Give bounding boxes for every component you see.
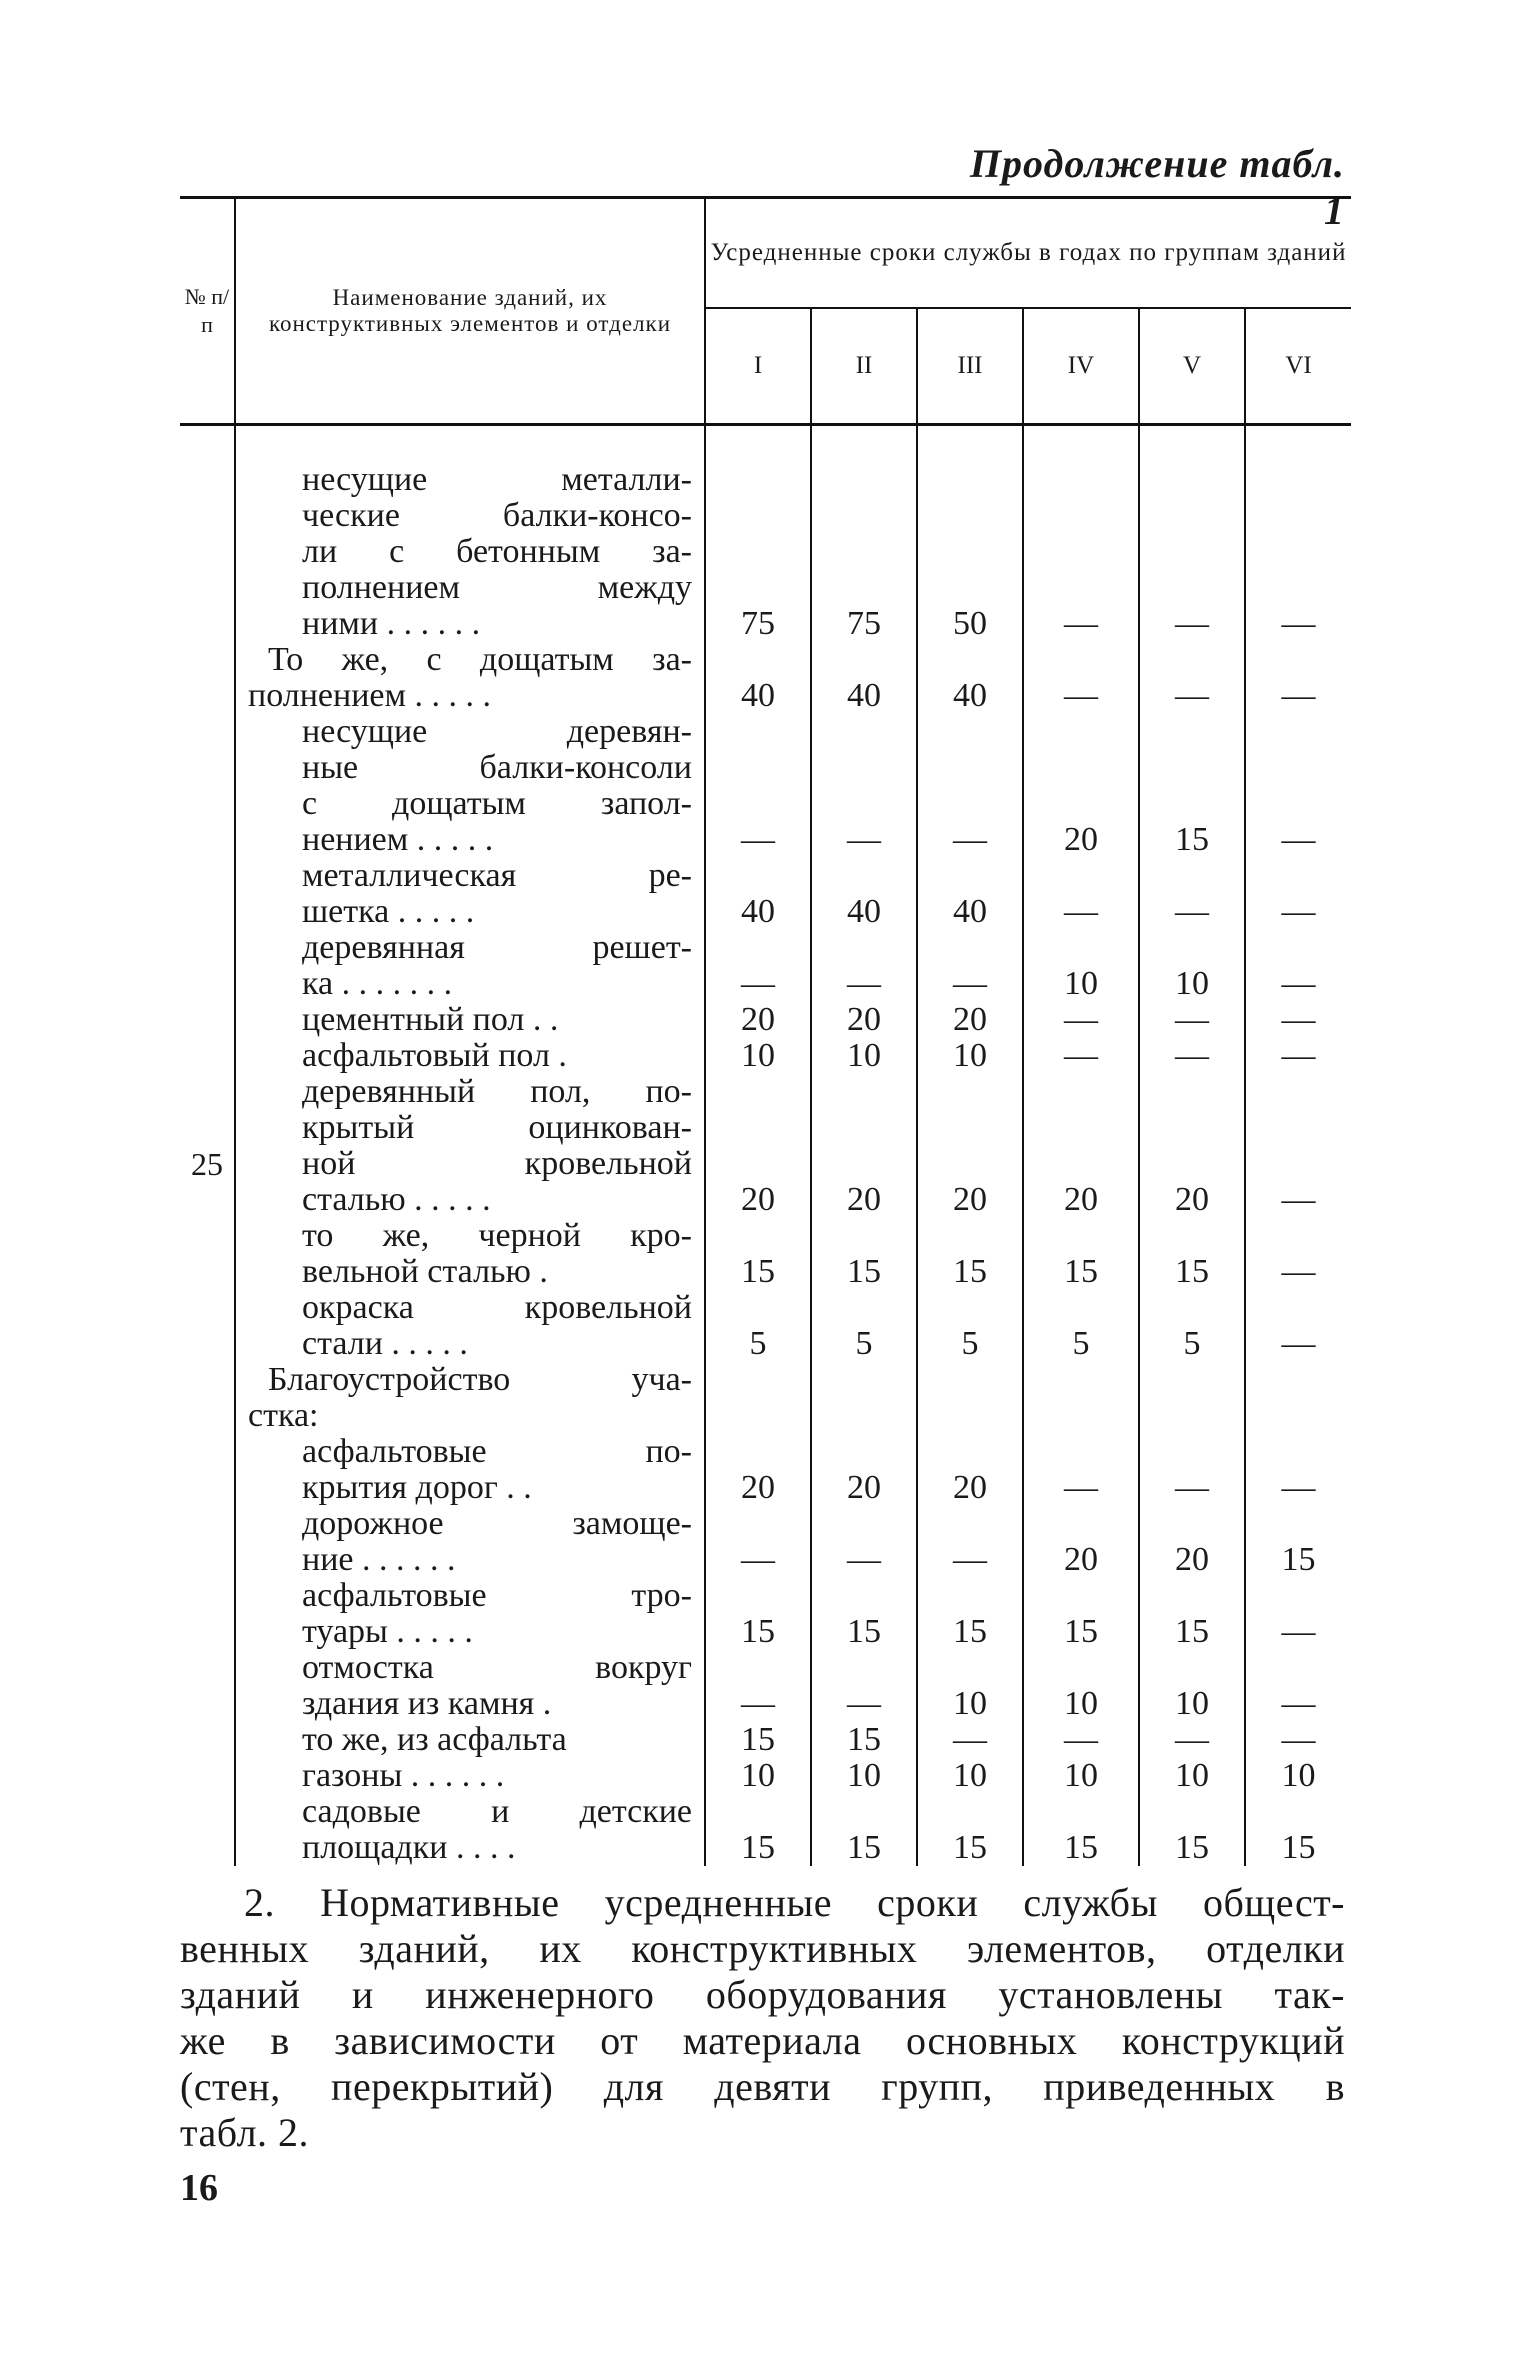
paragraph-line: табл. 2. (180, 2110, 310, 2155)
element-name-line: То же, с дощатым за- (268, 641, 692, 678)
spacer-cell (1139, 425, 1245, 463)
table-row (180, 714, 1351, 858)
value-group-3: — (917, 930, 1023, 1002)
value-group-1: 20 (741, 1181, 775, 1218)
element-name (248, 1794, 692, 1866)
value-group-1: 15 (741, 1829, 775, 1866)
value-group-5: — (1139, 1038, 1245, 1074)
element-name-line: то же, черной кро- (302, 1217, 692, 1254)
element-name (248, 1506, 692, 1578)
table-row (180, 1758, 1351, 1794)
value-group-6: — (1245, 1650, 1351, 1722)
value-group-4: 20 (1023, 1074, 1139, 1218)
value-group-1: 75 (741, 605, 775, 642)
value-group-3: 40 (917, 642, 1023, 714)
value-group-1: — (741, 965, 775, 1002)
element-name-cell (235, 1290, 705, 1362)
value-group-4: 20 (1023, 1506, 1139, 1578)
element-name-line: крытый оцинкован- (302, 1109, 692, 1146)
value-group-2: 15 (811, 1218, 917, 1290)
value-group-1: — (741, 821, 775, 858)
element-name-line: асфальтовые по- (302, 1433, 692, 1470)
element-name (248, 1038, 692, 1074)
value-group-4: — (1023, 1434, 1139, 1506)
value-group-4: 10 (1023, 1650, 1139, 1722)
value-group-1 (705, 1362, 811, 1434)
body-paragraph (180, 1880, 1345, 2156)
value-group-4: 20 (1023, 714, 1139, 858)
value-group-3: 10 (917, 1650, 1023, 1722)
element-name-cell (235, 1722, 705, 1758)
value-group-6: — (1245, 462, 1351, 642)
spacer-cell (705, 425, 811, 463)
table-body (180, 425, 1351, 1867)
element-name-line: полнением между (302, 569, 692, 606)
value-group-6: — (1245, 1074, 1351, 1218)
element-name (248, 1650, 692, 1722)
element-name-line: несущие деревян- (302, 713, 692, 750)
element-name-line: ной кровельной (302, 1145, 692, 1182)
row-number: 25 (191, 1146, 223, 1182)
value-group-2 (811, 1362, 917, 1434)
element-name-line: туары . . . . . (302, 1613, 473, 1650)
element-name-line: то же, из асфальта (302, 1721, 567, 1758)
table-row (180, 1218, 1351, 1290)
value-group-1: 20 (741, 1469, 775, 1506)
value-group-2: 10 (811, 1038, 917, 1074)
table-row (180, 1794, 1351, 1866)
value-group-4: 10 (1023, 1758, 1139, 1794)
element-name (248, 1722, 692, 1758)
value-group-2: 15 (811, 1794, 917, 1866)
element-name-cell (235, 858, 705, 930)
value-group-4: 10 (1023, 930, 1139, 1002)
element-name-line: ные балки-консоли (302, 749, 692, 786)
value-group-4 (1023, 1362, 1139, 1434)
value-group-3: 50 (917, 462, 1023, 642)
element-name (248, 1074, 692, 1218)
element-name (248, 1218, 692, 1290)
table-row (180, 1074, 1351, 1218)
value-group-5: 15 (1139, 1218, 1245, 1290)
element-name-line: стали . . . . . (302, 1325, 468, 1362)
element-name-line: ка . . . . . . . (302, 965, 453, 1002)
value-group-6: 15 (1245, 1794, 1351, 1866)
element-name-line: цементный пол . . (302, 1001, 559, 1038)
value-group-4: 5 (1023, 1290, 1139, 1362)
value-group-4: — (1023, 858, 1139, 930)
service-life-table (180, 196, 1351, 1866)
spacer-cell (180, 425, 235, 463)
value-group-2: 20 (811, 1434, 917, 1506)
value-group-2: — (811, 1650, 917, 1722)
paragraph-line: же в зависимости от материала основных конструкций (180, 2018, 1345, 2063)
element-name-line: крытия дорог . . (302, 1469, 532, 1506)
element-name (248, 714, 692, 858)
group-header-2: II (811, 308, 917, 425)
value-group-6: — (1245, 1218, 1351, 1290)
value-group-5: — (1139, 858, 1245, 930)
value-group-5: — (1139, 1002, 1245, 1038)
element-name-line: сталью . . . . . (302, 1181, 491, 1218)
element-name-line: ческие балки-консо- (302, 497, 692, 534)
value-group-4: — (1023, 642, 1139, 714)
table-row (180, 1434, 1351, 1506)
value-group-1: 40 (741, 893, 775, 930)
value-group-3: 15 (917, 1578, 1023, 1650)
value-group-3: 20 (917, 1434, 1023, 1506)
element-name (248, 462, 692, 642)
value-group-1: — (741, 1685, 775, 1722)
value-group-1: 15 (741, 1721, 775, 1758)
value-group-2: 40 (811, 858, 917, 930)
element-name-cell (235, 1074, 705, 1218)
value-group-5 (1139, 1362, 1245, 1434)
element-name (248, 930, 692, 1002)
element-name-cell (235, 1434, 705, 1506)
group-header-1: I (705, 308, 811, 425)
column-header-number: № п/п (180, 198, 235, 425)
element-name-line: Благоустройство уча- (268, 1361, 692, 1398)
value-group-4: — (1023, 1002, 1139, 1038)
value-group-2: 20 (811, 1074, 917, 1218)
value-group-6 (1245, 1362, 1351, 1434)
spacer-cell (811, 425, 917, 463)
value-group-6: — (1245, 930, 1351, 1002)
table-row (180, 642, 1351, 714)
value-group-4: — (1023, 462, 1139, 642)
value-group-3: — (917, 1506, 1023, 1578)
element-name-cell (235, 1506, 705, 1578)
value-group-3: 20 (917, 1074, 1023, 1218)
value-group-6: 15 (1245, 1506, 1351, 1578)
value-group-5: — (1139, 642, 1245, 714)
value-group-2: 20 (811, 1002, 917, 1038)
element-name-cell (235, 1794, 705, 1866)
element-name-cell (235, 1362, 705, 1434)
element-name-line: газоны . . . . . . (302, 1757, 505, 1794)
group-header-5: V (1139, 308, 1245, 425)
value-group-3: 20 (917, 1002, 1023, 1038)
element-name-line: ние . . . . . . (302, 1541, 456, 1578)
value-group-5: — (1139, 462, 1245, 642)
element-name (248, 1290, 692, 1362)
element-name-line: асфальтовые тро- (302, 1577, 692, 1614)
table-row (180, 1578, 1351, 1650)
element-name (248, 858, 692, 930)
value-group-1: — (741, 1541, 775, 1578)
element-name-cell (235, 1650, 705, 1722)
element-name-line: полнением . . . . . (248, 677, 491, 714)
element-name-line: деревянная решет- (302, 929, 692, 966)
value-group-5: 15 (1139, 1794, 1245, 1866)
value-group-2: 10 (811, 1758, 917, 1794)
column-header-name: Наименование зданий, их конструктивных элементов и отделки (235, 198, 705, 425)
element-name (248, 642, 692, 714)
value-group-2: — (811, 714, 917, 858)
table-row (180, 1290, 1351, 1362)
spacer-cell (917, 425, 1023, 463)
value-group-5: 20 (1139, 1506, 1245, 1578)
element-name (248, 1002, 692, 1038)
table-row (180, 1506, 1351, 1578)
value-group-4: 15 (1023, 1218, 1139, 1290)
value-group-6: 10 (1245, 1758, 1351, 1794)
spacer-cell (235, 425, 705, 463)
element-name-cell (235, 642, 705, 714)
group-header-6: VI (1245, 308, 1351, 425)
table-row (180, 858, 1351, 930)
element-name-line: шетка . . . . . (302, 893, 475, 930)
value-group-2: 40 (811, 642, 917, 714)
table-row (180, 1362, 1351, 1434)
value-group-6: — (1245, 858, 1351, 930)
element-name-line: площадки . . . . (302, 1829, 516, 1866)
element-name (248, 1362, 692, 1434)
element-name-line: садовые и детские (302, 1793, 692, 1830)
table-row (180, 1002, 1351, 1038)
value-group-5: 15 (1139, 714, 1245, 858)
value-group-3: — (917, 1722, 1023, 1758)
element-name-line: здания из камня . (302, 1685, 552, 1722)
value-group-3: 5 (917, 1290, 1023, 1362)
table-continuation-label: Продолжение табл. 1 (969, 141, 1345, 233)
paragraph-line: зданий и инженерного оборудования установлены так- (180, 1972, 1345, 2017)
value-group-1: 10 (741, 1037, 775, 1074)
value-group-1: 10 (741, 1757, 775, 1794)
element-name-line: несущие металли- (302, 461, 692, 498)
value-group-3: 15 (917, 1218, 1023, 1290)
element-name-cell (235, 1578, 705, 1650)
value-group-6: — (1245, 1434, 1351, 1506)
element-name-cell (235, 1218, 705, 1290)
value-group-6: — (1245, 714, 1351, 858)
table-row (180, 462, 1351, 642)
page-number: 16 (180, 2167, 218, 2209)
value-group-3: 10 (917, 1038, 1023, 1074)
value-group-5: 10 (1139, 930, 1245, 1002)
paragraph-line: 2. Нормативные усредненные сроки службы общест- (244, 1880, 1345, 1925)
element-name-cell (235, 1002, 705, 1038)
element-name-cell (235, 462, 705, 642)
group-header-3: III (917, 308, 1023, 425)
element-name-line: металлическая ре- (302, 857, 692, 894)
value-group-5: 5 (1139, 1290, 1245, 1362)
table-row (180, 1038, 1351, 1074)
paragraph-line: (стен, перекрытий) для девяти групп, приведенных в (180, 2064, 1345, 2109)
element-name-line: дорожное замоще- (302, 1505, 692, 1542)
element-name-line: нением . . . . . (302, 821, 494, 858)
table-row (180, 1650, 1351, 1722)
value-group-5: — (1139, 1722, 1245, 1758)
value-group-1: 5 (749, 1325, 767, 1362)
element-name-line: ними . . . . . . (302, 605, 481, 642)
value-group-6: — (1245, 1038, 1351, 1074)
value-group-6: — (1245, 642, 1351, 714)
value-group-3: — (917, 714, 1023, 858)
table-row (180, 1722, 1351, 1758)
element-name-cell (235, 1758, 705, 1794)
element-name (248, 1758, 692, 1794)
value-group-1: 40 (741, 677, 775, 714)
spacer-cell (1245, 425, 1351, 463)
value-group-4: — (1023, 1038, 1139, 1074)
element-name-line: асфальтовый пол . (302, 1037, 567, 1074)
value-group-6: — (1245, 1002, 1351, 1038)
value-group-5: 20 (1139, 1074, 1245, 1218)
value-group-6: — (1245, 1722, 1351, 1758)
element-name-cell (235, 714, 705, 858)
value-group-2: 15 (811, 1722, 917, 1758)
value-group-5: 10 (1139, 1758, 1245, 1794)
value-group-3: 15 (917, 1794, 1023, 1866)
table-row (180, 930, 1351, 1002)
value-group-4: 15 (1023, 1794, 1139, 1866)
element-name-cell (235, 930, 705, 1002)
value-group-3 (917, 1362, 1023, 1434)
value-group-1: 15 (741, 1613, 775, 1650)
value-group-6: — (1245, 1578, 1351, 1650)
value-group-2: 5 (811, 1290, 917, 1362)
group-header-4: IV (1023, 308, 1139, 425)
value-group-3: 40 (917, 858, 1023, 930)
element-name-line: с дощатым запол- (302, 785, 692, 822)
spacer-cell (1023, 425, 1139, 463)
value-group-6: — (1245, 1290, 1351, 1362)
column-header-groups: Усредненные сроки службы в годах по группам зданий (705, 198, 1351, 309)
value-group-1: 20 (741, 1001, 775, 1038)
value-group-5: 15 (1139, 1578, 1245, 1650)
value-group-5: — (1139, 1434, 1245, 1506)
element-name-line: окраска кровельной (302, 1289, 692, 1326)
value-group-1: 15 (741, 1253, 775, 1290)
element-name (248, 1434, 692, 1506)
paragraph-line: венных зданий, их конструктивных элементов, отделки (180, 1926, 1345, 1971)
element-name-line: деревянный пол, по- (302, 1073, 692, 1110)
value-group-3: 10 (917, 1758, 1023, 1794)
element-name-line: стка: (248, 1397, 319, 1434)
value-group-2: — (811, 1506, 917, 1578)
value-group-4: — (1023, 1722, 1139, 1758)
element-name-line: вельной сталью . (302, 1253, 548, 1290)
element-name (248, 1578, 692, 1650)
table-spacer-row (180, 425, 1351, 463)
value-group-2: — (811, 930, 917, 1002)
element-name-line: отмостка вокруг (302, 1649, 692, 1686)
element-name-line: ли с бетонным за- (302, 533, 692, 570)
value-group-2: 15 (811, 1578, 917, 1650)
value-group-5: 10 (1139, 1650, 1245, 1722)
value-group-4: 15 (1023, 1578, 1139, 1650)
value-group-2: 75 (811, 462, 917, 642)
element-name-cell (235, 1038, 705, 1074)
